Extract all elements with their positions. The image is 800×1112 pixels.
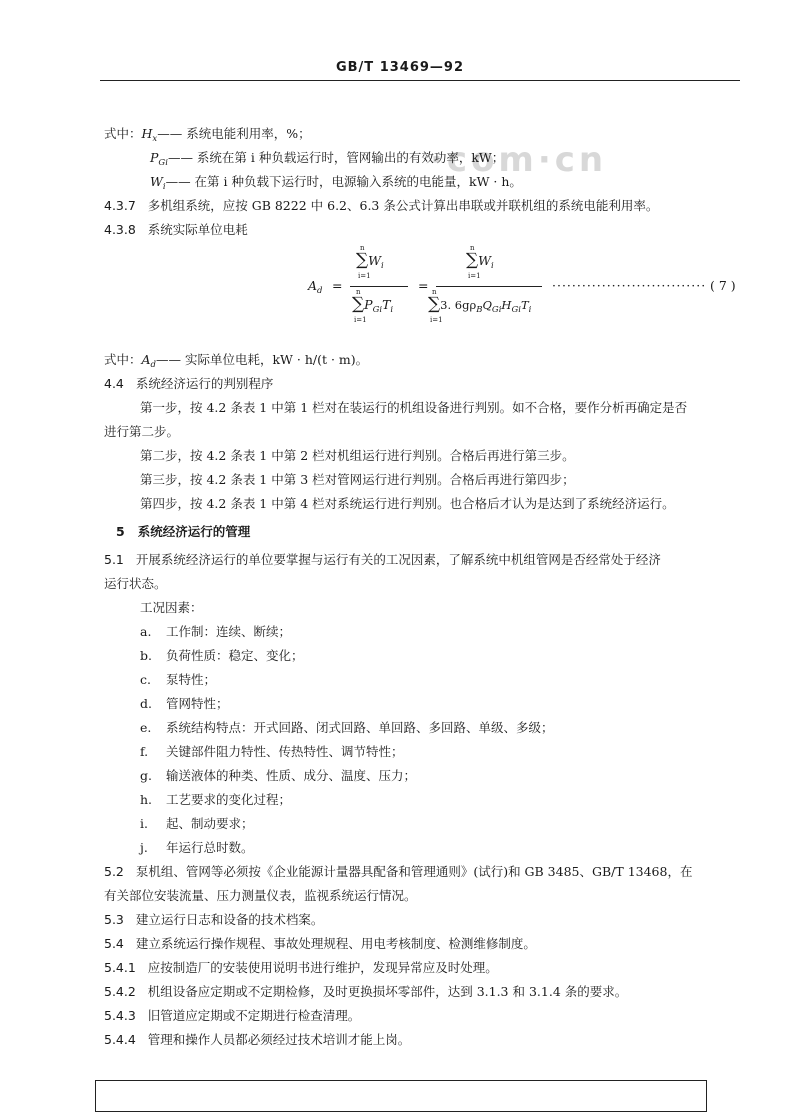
frac2-line [436, 286, 542, 287]
frac1-num-top-limit: n [360, 244, 365, 252]
def-w-i: $W_i——$ 在第 i 种负载下运行时，电源输入系统的电能量，kW · h。 [150, 174, 522, 192]
standard-code-header: GB/T 13469—92 [335, 60, 465, 75]
clause-5-1-line-2: 运行状态。 [104, 576, 167, 591]
frac2-numerator: $\sum W_i$ [466, 250, 494, 271]
def-p-gi: $P_{Gi}——$ 系统在第 i 种负载运行时，管网输出的有效功率，kW； [150, 150, 505, 168]
factor-item: b. 负荷性质：稳定、变化； [140, 648, 304, 663]
step-1-line-2: 进行第二步。 [104, 424, 180, 439]
clause-5-4-1: 5.4.1 应按制造厂的安装使用说明书进行维护，发现异常应及时处理。 [104, 960, 498, 975]
clause-5-4-2: 5.4.2 机组设备应定期或不定期检修，及时更换损坏零部件，达到 3.1.3 和 3.1.4 条的要求。 [104, 984, 628, 999]
factor-item: d. 管网特性； [140, 696, 229, 711]
clause-4-3-8: 4.3.8 系统实际单位电耗 [104, 222, 248, 237]
watermark: ·com·cn [430, 140, 608, 180]
clause-5-4-3: 5.4.3 旧管道应定期或不定期进行检查清理。 [104, 1008, 361, 1023]
formula-eq2: = [418, 278, 429, 293]
factor-item: e. 系统结构特点：开式回路、闭式回路、单回路、多回路、单级、多级； [140, 720, 554, 735]
factor-item: f. 关键部件阻力特性、传热特性、调节特性； [140, 744, 404, 759]
frac1-den-bottom-limit: i=1 [354, 316, 367, 324]
footer-frame [95, 1080, 707, 1112]
step-2: 第二步，按 4.2 条表 1 中第 2 栏对机组运行进行判别。合格后再进行第三步。 [140, 448, 575, 463]
factor-item: a. 工作制：连续、断续； [140, 624, 292, 639]
frac1-num-bottom-limit: i=1 [358, 272, 371, 280]
clause-5-2-line-1: 5.2 泵机组、管网等必须按《企业能源计量器具配备和管理通则》(试行)和 GB 3485、GB/T 13468，在 [104, 864, 693, 879]
section-5-heading: 5 系统经济运行的管理 [116, 524, 251, 539]
frac2-num-bottom-limit: i=1 [468, 272, 481, 280]
step-3: 第三步，按 4.2 条表 1 中第 3 栏对管网运行进行判别。合格后再进行第四步； [140, 472, 575, 487]
frac1-denominator: $\sum P_{Gi}T_i$ [352, 294, 394, 315]
formula-lhs: $A_d$ [308, 278, 323, 296]
factors-label: 工况因素： [140, 600, 203, 615]
clause-5-4: 5.4 建立系统运行操作规程、事故处理规程、用电考核制度、检测维修制度。 [104, 936, 536, 951]
formula-eq1: = [332, 278, 343, 293]
clause-5-2-line-2: 有关部位安装流量、压力测量仪表，监视系统运行情况。 [104, 888, 417, 903]
clause-5-1-line-1: 5.1 开展系统经济运行的单位要掌握与运行有关的工况因素，了解系统中机组管网是否经常处于经济 [104, 552, 661, 567]
step-1-line-1: 第一步，按 4.2 条表 1 中第 1 栏对在装运行的机组设备进行判别。如不合格，要作分析再确定是否 [140, 400, 688, 415]
step-4: 第四步，按 4.2 条表 1 中第 4 栏对系统运行进行判别。也合格后才认为是达到了系统经济运行。 [140, 496, 675, 511]
clause-4-3-7: 4.3.7 多机组系统，应按 GB 8222 中 6.2、6.3 条公式计算出串联或并联机组的系统电能利用率。 [104, 198, 659, 213]
frac1-numerator: $\sum W_i$ [356, 250, 384, 271]
formula-leader: ······························· [552, 278, 707, 293]
factor-item: g. 输送液体的种类、性质、成分、温度、压力； [140, 768, 417, 783]
clause-5-3: 5.3 建立运行日志和设备的技术档案。 [104, 912, 324, 927]
frac1-line [350, 286, 408, 287]
clause-5-4-4: 5.4.4 管理和操作人员都必须经过技术培训才能上岗。 [104, 1032, 411, 1047]
factor-item: c. 泵特性； [140, 672, 217, 687]
clause-4-4-heading: 4.4 系统经济运行的判别程序 [104, 376, 274, 391]
frac2-den-top-limit: n [432, 288, 437, 296]
frac2-num-top-limit: n [470, 244, 475, 252]
factor-item: h. 工艺要求的变化过程； [140, 792, 292, 807]
frac1-den-top-limit: n [356, 288, 361, 296]
defs-a-d: 式中：$A_d——$ 实际单位电耗，kW · h/(t · m)。 [104, 352, 369, 370]
frac2-denominator: ∑3. $6g\rho_BQ_{Gi}H_{Gi}T_i$ [428, 294, 532, 315]
header-rule [100, 80, 740, 81]
frac2-den-bottom-limit: i=1 [430, 316, 443, 324]
formula-number: ( 7 ) [710, 278, 736, 293]
defs-intro: 式中：$H_x——$ 系统电能利用率，%； [104, 126, 311, 144]
formula-7 [308, 240, 748, 340]
factor-item: j. 年运行总时数。 [140, 840, 254, 855]
factor-item: i. 起、制动要求； [140, 816, 254, 831]
